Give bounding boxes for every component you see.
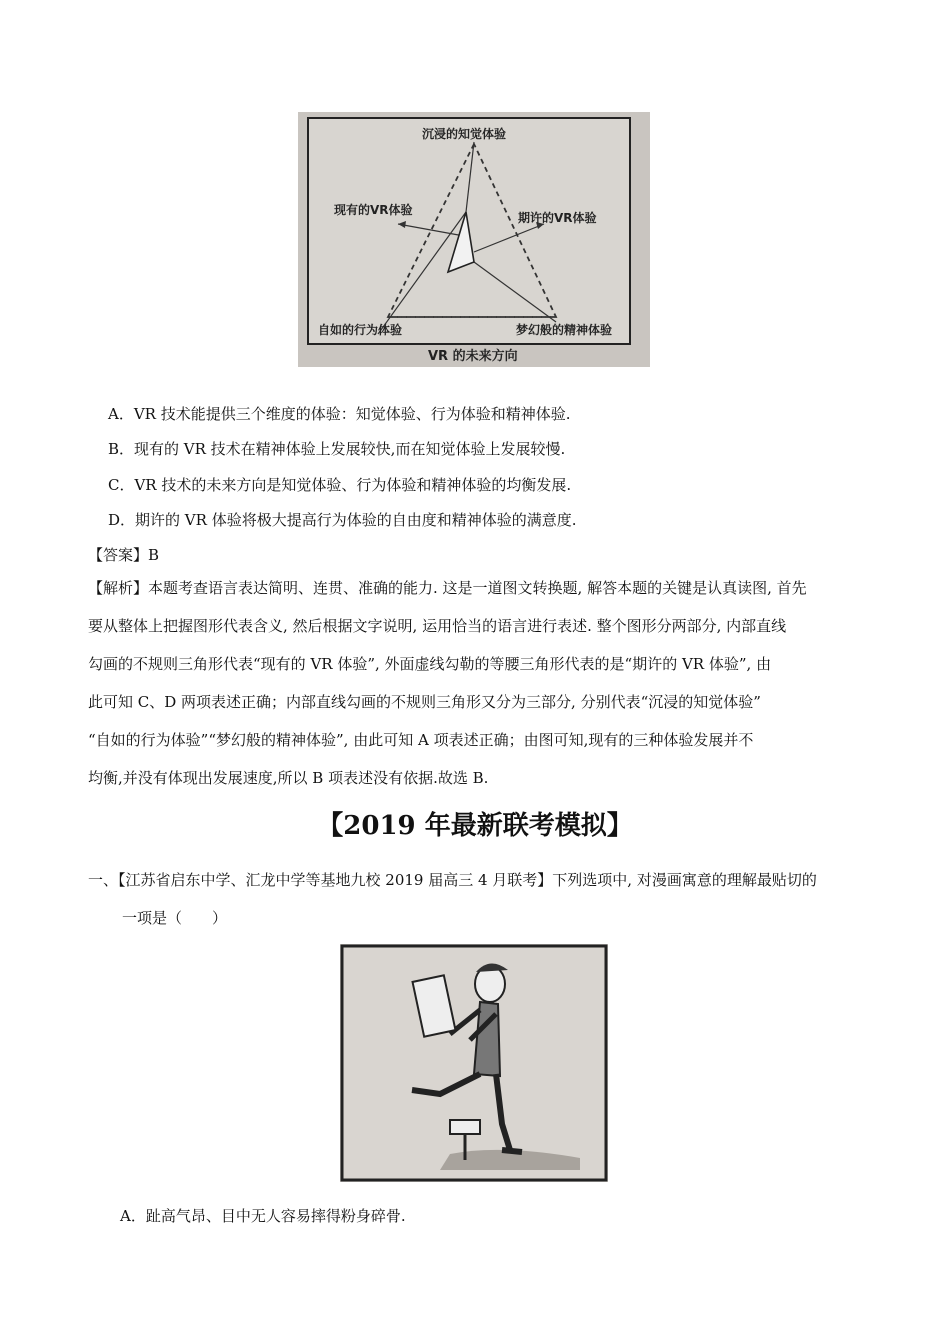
vr-caption: VR 的未来方向 xyxy=(428,349,518,364)
vr-label-behavior: 自如的行为体验 xyxy=(318,323,403,337)
vr-label-expected: 期许的VR体验 xyxy=(518,211,597,225)
analysis-line-2: 要从整体上把握图形代表含义, 然后根据文字说明, 运用恰当的语言进行表述. 整个图形分两部分, 内部直线 xyxy=(88,617,787,635)
section-heading: 【2019 年最新联考模拟】 xyxy=(317,811,633,841)
option-b: B．现有的 VR 技术在精神体验上发展较快,而在知觉体验上发展较慢. xyxy=(108,440,566,458)
option-2-a: A．趾高气昂、目中无人容易摔得粉身碎骨. xyxy=(120,1207,406,1225)
analysis-line-4: 此可知 C、D 两项表述正确；内部直线勾画的不规则三角形又分为三部分, 分别代表“沉浸的知觉体验” xyxy=(88,693,761,711)
analysis-line-5: “自如的行为体验”“梦幻般的精神体验”, 由此可知 A 项表述正确；由图可知,现有的三种体验发展并不 xyxy=(88,731,754,749)
cartoon-figure xyxy=(340,944,608,1182)
analysis-line xyxy=(88,569,878,607)
analysis-label: 【解析】 xyxy=(88,579,149,597)
analysis-line-3: 勾画的不规则三角形代表“现有的 VR 体验”, 外面虚线勾勒的等腰三角形代表的是“期许的 VR 体验”, 由 xyxy=(88,655,772,673)
vr-label-current: 现有的VR体验 xyxy=(334,203,413,217)
answer: 【答案】B xyxy=(88,546,160,564)
vr-future-direction-figure xyxy=(298,112,650,367)
option-c: C．VR 技术的未来方向是知觉体验、行为体验和精神体验的均衡发展. xyxy=(108,476,572,494)
vr-label-spirit: 梦幻般的精神体验 xyxy=(516,323,613,337)
analysis-line-1: 本题考查语言表达简明、连贯、准确的能力. 这是一道图文转换题, 解答本题的关键是认真读图, 首先 xyxy=(148,579,807,597)
analysis-line-6: 均衡,并没有体现出发展速度,所以 B 项表述没有依据.故选 B. xyxy=(88,769,489,787)
option-a: A．VR 技术能提供三个维度的体验：知觉体验、行为体验和精神体验. xyxy=(108,405,571,423)
option-d: D．期许的 VR 体验将极大提高行为体验的自由度和精神体验的满意度. xyxy=(108,511,577,529)
vr-label-top: 沉浸的知觉体验 xyxy=(422,127,507,141)
question-stem-line-2: 一项是（ ） xyxy=(122,909,228,927)
question-stem-line-1: 一、【江苏省启东中学、汇龙中学等基地九校 2019 届高三 4 月联考】下列选项中, 对漫画寓意的理解最贴切的 xyxy=(88,871,817,889)
analysis-paragraph xyxy=(88,569,878,797)
